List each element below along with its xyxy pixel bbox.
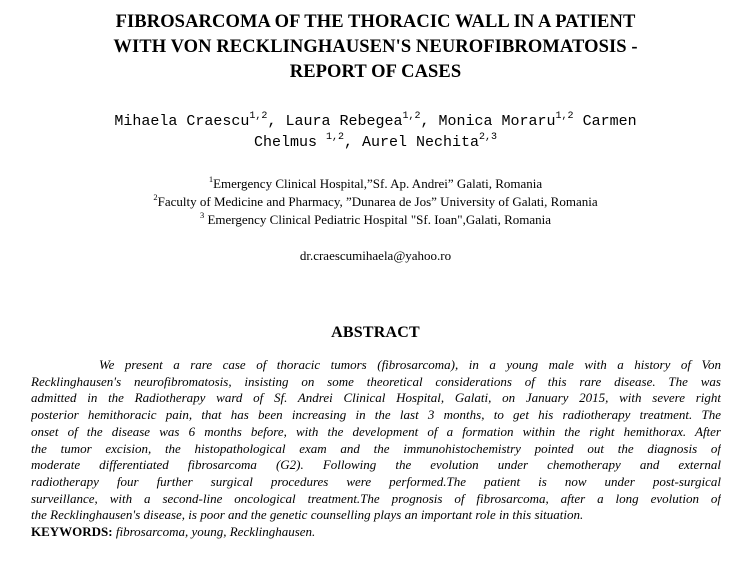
abstract-line: Recklinghausen's neurofibromatosis, insisting on some theoretical considerations of this rare disease. The was [31,373,721,389]
keywords-label: KEYWORDS: [31,524,113,540]
author-name: Aurel Nechita [362,134,480,151]
author-affiliation-marker: 2,3 [479,132,498,143]
affiliation-3 [40,211,711,229]
affiliation-number: 1 [208,173,214,184]
contact-email: dr.craescumihaela@yahoo.ro [299,248,452,263]
author-name-part: Chelmus [253,134,326,151]
author-line: Mihaela Craescu$^{1,2}$, Laura Rebegea$^{1,2}$, Monica Moraru$^{1,2}$ Carmen [114,111,637,130]
affiliation-text: Emergency Clinical Pediatric Hospital "Sf. Ioan",Galati, Romania [204,212,552,227]
keywords [31,524,721,541]
abstract-line: moderate differentiated fibrosarcoma (G2). Following the evolution under chemotherapy and external [31,457,721,473]
abstract-line: the Recklinghausen's disease, is poor and the genetic counselling plays an important role in this situation. [31,507,584,523]
abstract-line: admitted in the Radiotherapy ward of Sf. Andrei Clinical Hospital, Galati, on January 2015, with severe right [31,390,721,406]
author-affiliation-marker: 1,2 [555,111,574,122]
author-name-part: Carmen [582,113,637,130]
keywords-values: fibrosarcoma, young, Recklinghausen. [112,524,316,540]
abstract-heading: ABSTRACT [331,324,420,341]
author-line: Chelmus $^{1,2}$, Aurel Nechita$^{2,3}$ [253,132,498,151]
author-list [30,111,721,153]
title-line: FIBROSARCOMA OF THE THORACIC WALL IN A PATIENT [115,12,636,32]
author-affiliation-marker: 1,2 [249,111,268,122]
affiliation-text: Faculty of Medicine and Pharmacy, ”Dunarea de Jos” University of Galati, Romania [157,194,598,209]
affiliation-1 [40,175,711,193]
author-name: Laura Rebegea [285,113,403,130]
affiliation-text: Emergency Clinical Hospital,”Sf. Ap. Andrei” Galati, Romania [213,176,543,191]
abstract-line: radiotherapy four further surgical procedures were performed.The patient is now under post-surgical [31,473,721,489]
author-affiliation-marker: 1,2 [325,132,344,143]
author-name: Monica Moraru [438,113,556,130]
abstract-body [31,357,721,541]
abstract-line: posterior hemithoracic pain, that has been increasing in the last 3 months, to get his radiotherapy treatment. The [31,407,721,423]
title-line: WITH VON RECKLINGHAUSEN'S NEUROFIBROMATOSIS - [113,37,638,57]
affiliation-number: 2 [153,191,158,202]
abstract-line: the tumor excision, the histopathological exam and the immunohistochemistry pointed out the diagnosis of [31,440,721,456]
abstract-line: We present a rare case of thoracic tumors (fibrosarcoma), in a young male with a history of Von [99,357,721,372]
title-line: REPORT OF CASES [289,62,462,82]
abstract-line: surveillance, with a second-line oncological treatment.The prognosis of fibrosarcoma, after a long evolution of [31,490,721,506]
paper-title [20,10,731,85]
author-name: Mihaela Craescu [114,113,250,130]
abstract-line: onset of the disease was 6 months before, with the development of a formation within the right hemithorax. After [31,423,721,439]
affiliation-2 [40,193,711,211]
affiliation-number: 3 [199,209,205,220]
author-affiliation-marker: 1,2 [402,111,421,122]
